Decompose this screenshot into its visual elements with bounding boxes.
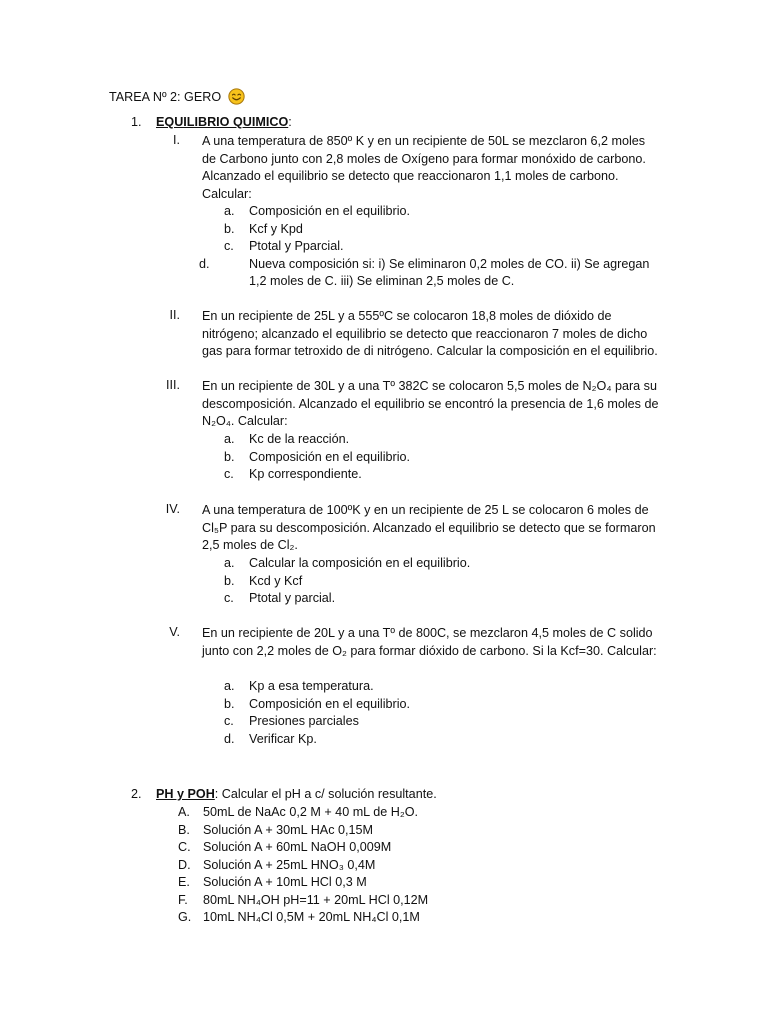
ph-item: C. Solución A + 60mL NaOH 0,009M xyxy=(178,840,392,854)
ph-item: A. 50mL de NaAc 0,2 M + 40 mL de H₂O. xyxy=(178,805,419,819)
problem-5-subitem: d. Verificar Kp. xyxy=(224,731,317,746)
problem-5-subitem: c. Presiones parciales xyxy=(224,714,359,728)
problem-4-subitem: a. Calcular la composición en el equilibrio. xyxy=(224,556,471,570)
problem-1-subitem: d. Nueva composición si: i) Se eliminaron 0,2 moles de CO. ii) Se agregan 1,2 moles de C. iii) Se eliminan 2,5 moles de C. xyxy=(199,256,650,288)
problem-5-subitem: b. Composición en el equilibrio. xyxy=(224,696,411,711)
page-header xyxy=(109,88,245,106)
ph-item: F. 80mL NH₄OH pH=11 + 20mL HCl 0,12M xyxy=(178,892,429,907)
ph-item: E. Solución A + 10mL HCl 0,3 M xyxy=(178,875,367,889)
smiley-icon xyxy=(228,88,245,105)
problem-1-numeral: I. xyxy=(173,133,180,147)
problem-1-subitem: c. Ptotal y Pparcial. xyxy=(224,239,344,253)
problem-2-text: En un recipiente de 25L y a 555ºC se colocaron 18,8 moles de dióxido de nitrógeno; alcanzado el equilibrio se detecto que reaccionaron 7 moles de dicho gas para formar tetroxido de di nitrógeno. Calcular la composición en el equilibrio. xyxy=(202,309,658,358)
ph-item: G. 10mL NH₄Cl 0,5M + 20mL NH₄Cl 0,1M xyxy=(178,910,420,924)
problem-4-text: A una temperatura de 100ºK y en un recipiente de 25 L se colocaron 6 moles de Cl₅P para su descomposición. Alcanzado el equilibrio se detecto que se formaron 2,5 moles de Cl₂. xyxy=(202,503,656,552)
problem-4-subitem: c. Ptotal y parcial. xyxy=(224,591,336,605)
section-1-number: 1. xyxy=(131,115,142,129)
problem-4-subitem: b. Kcd y Kcf xyxy=(224,573,303,588)
section-1-title: EQUILIBRIO QUIMICO xyxy=(156,115,289,129)
problem-3-subitem: c. Kp correspondiente. xyxy=(224,467,362,481)
problem-2-numeral: II. xyxy=(169,308,180,322)
problem-1-subitem: b. Kcf y Kpd xyxy=(224,221,303,236)
problem-1-text: A una temperatura de 850º K y en un recipiente de 50L se mezclaron 6,2 moles de Carbono junto con 2,8 moles de Oxígeno para formar monóxido de carbono. Alcanzado el equilibrio se detecto que reaccionaron 1,1 moles de carbono. Calcular: xyxy=(202,134,646,201)
ph-item: B. Solución A + 30mL HAc 0,15M xyxy=(178,822,373,837)
problem-1-subitem: a. Composición en el equilibrio. xyxy=(224,204,411,218)
header-title: TAREA Nº 2: GERO xyxy=(109,90,222,104)
problem-4-numeral: IV. xyxy=(165,502,180,516)
problem-3-subitem: b. Composición en el equilibrio. xyxy=(224,449,411,464)
section-2-title-suffix: : Calcular el pH a c/ solución resultante. xyxy=(214,787,437,801)
problem-5-numeral: V. xyxy=(169,625,180,639)
section-2-number: 2. xyxy=(131,787,142,801)
problem-3-subitem: a. Kc de la reacción. xyxy=(224,432,350,446)
ph-item: D. Solución A + 25mL HNO₃ 0,4M xyxy=(178,857,376,872)
problem-3-numeral: III. xyxy=(166,378,180,392)
problem-5-text: En un recipiente de 20L y a una Tº de 800C, se mezclaron 4,5 moles de C solido junto con 2,2 moles de O₂ para formar dióxido de carbono. Si la Kcf=30. Calcular: xyxy=(202,626,657,658)
section-2-title: PH y POH xyxy=(156,787,215,801)
problem-5-subitem: a. Kp a esa temperatura. xyxy=(224,679,374,693)
problem-3-text: En un recipiente de 30L y a una Tº 382C se colocaron 5,5 moles de N₂O₄ para su descomposición. Alcanzado el equilibrio se encontró la presencia de 1,6 moles de N₂O₄. Calcular: xyxy=(202,379,659,428)
section-1-title-suffix: : xyxy=(288,115,292,129)
